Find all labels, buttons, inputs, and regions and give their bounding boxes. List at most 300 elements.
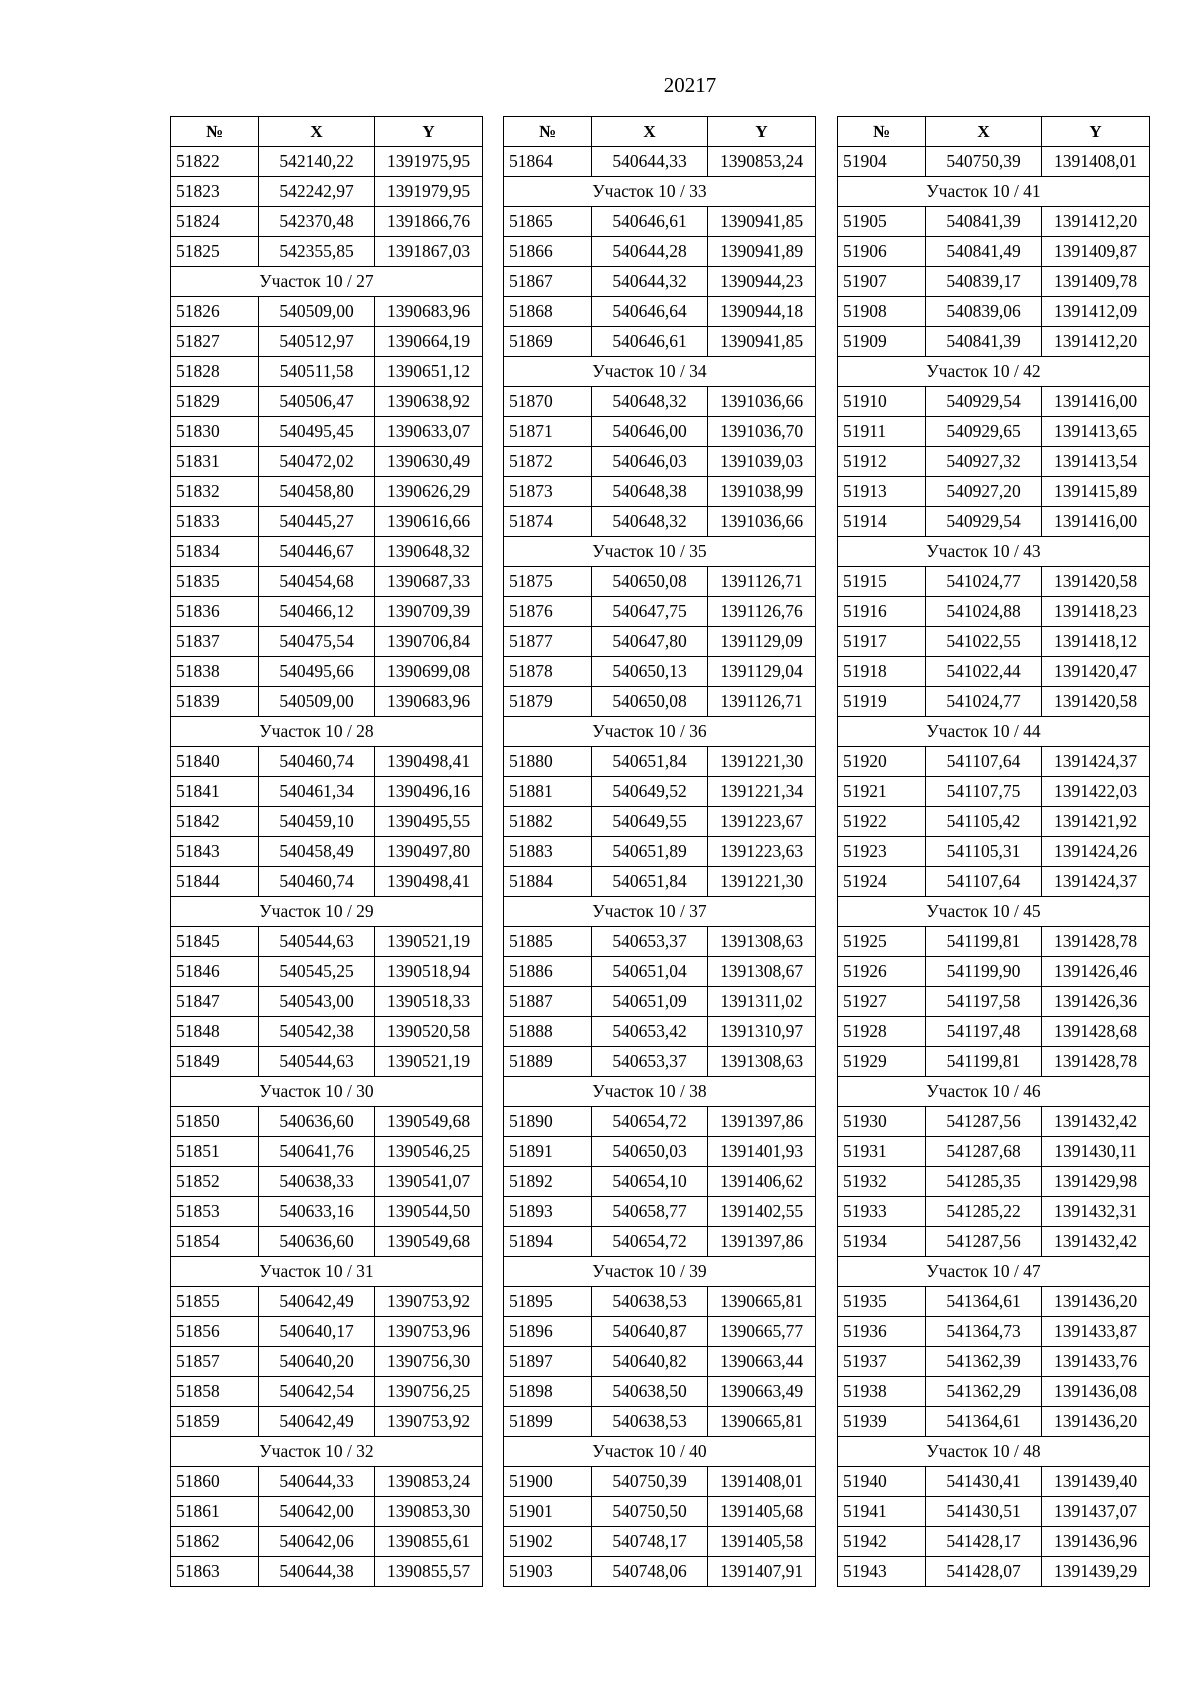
- point-number: 51824: [171, 207, 259, 237]
- y-value: 1391420,47: [1042, 657, 1150, 687]
- y-value: 1390520,58: [375, 1017, 483, 1047]
- section-label: Участок 10 / 33: [592, 177, 708, 207]
- table-row: [171, 1497, 483, 1527]
- x-value: 541199,81: [926, 1047, 1042, 1077]
- point-number: 51932: [838, 1167, 926, 1197]
- point-number: 51865: [504, 207, 592, 237]
- x-value: 541364,73: [926, 1317, 1042, 1347]
- point-number: 51916: [838, 597, 926, 627]
- section-spacer: [504, 357, 592, 387]
- table-row: [171, 567, 483, 597]
- y-value: 1391407,91: [708, 1557, 816, 1587]
- x-value: 540446,67: [259, 537, 375, 567]
- section-header-row: [838, 1437, 1150, 1467]
- x-value: 540748,17: [592, 1527, 708, 1557]
- x-value: 540750,39: [926, 147, 1042, 177]
- section-spacer: [504, 1257, 592, 1287]
- y-value: 1391412,20: [1042, 327, 1150, 357]
- point-number: 51882: [504, 807, 592, 837]
- x-value: 542355,85: [259, 237, 375, 267]
- point-number: 51853: [171, 1197, 259, 1227]
- table-row: [838, 1287, 1150, 1317]
- table-header-row: [838, 117, 1150, 147]
- y-value: 1391418,23: [1042, 597, 1150, 627]
- table-row: [171, 987, 483, 1017]
- section-header-row: [838, 357, 1150, 387]
- y-value: 1390549,68: [375, 1107, 483, 1137]
- x-value: 540651,89: [592, 837, 708, 867]
- table-row: [171, 1197, 483, 1227]
- point-number: 51845: [171, 927, 259, 957]
- x-value: 541287,56: [926, 1227, 1042, 1257]
- point-number: 51822: [171, 147, 259, 177]
- table-row: [838, 1167, 1150, 1197]
- point-number: 51878: [504, 657, 592, 687]
- x-value: 540646,61: [592, 327, 708, 357]
- x-value: 540654,72: [592, 1107, 708, 1137]
- table-row: [171, 297, 483, 327]
- section-label: Участок 10 / 44: [926, 717, 1042, 747]
- table-row: [838, 387, 1150, 417]
- point-number: 51938: [838, 1377, 926, 1407]
- x-value: 540651,04: [592, 957, 708, 987]
- table-row: [171, 477, 483, 507]
- section-label: Участок 10 / 39: [592, 1257, 708, 1287]
- x-value: 540653,37: [592, 1047, 708, 1077]
- point-number: 51858: [171, 1377, 259, 1407]
- table-row: [504, 1317, 816, 1347]
- x-value: 540633,16: [259, 1197, 375, 1227]
- section-header-row: [171, 897, 483, 927]
- table-row: [504, 777, 816, 807]
- y-value: 1390541,07: [375, 1167, 483, 1197]
- table-row: [838, 687, 1150, 717]
- table-row: [504, 657, 816, 687]
- x-value: 540927,32: [926, 447, 1042, 477]
- table-row: [838, 297, 1150, 327]
- section-spacer: [1042, 897, 1150, 927]
- table-row: [838, 597, 1150, 627]
- x-value: 540839,06: [926, 297, 1042, 327]
- point-number: 51855: [171, 1287, 259, 1317]
- section-spacer: [1042, 357, 1150, 387]
- x-value: 540927,20: [926, 477, 1042, 507]
- section-spacer: [838, 537, 926, 567]
- x-value: 540642,49: [259, 1287, 375, 1317]
- point-number: 51941: [838, 1497, 926, 1527]
- table-row: [504, 1407, 816, 1437]
- y-value: 1391432,31: [1042, 1197, 1150, 1227]
- x-value: 541022,44: [926, 657, 1042, 687]
- y-value: 1391429,98: [1042, 1167, 1150, 1197]
- point-number: 51839: [171, 687, 259, 717]
- y-value: 1391308,63: [708, 1047, 816, 1077]
- x-value: 541107,64: [926, 867, 1042, 897]
- point-number: 51826: [171, 297, 259, 327]
- table-row: [838, 1557, 1150, 1587]
- y-value: 1390941,89: [708, 237, 816, 267]
- section-header-row: [171, 1077, 483, 1107]
- section-spacer: [504, 1437, 592, 1467]
- x-value: 540650,13: [592, 657, 708, 687]
- x-value: 541362,39: [926, 1347, 1042, 1377]
- section-spacer: [504, 177, 592, 207]
- x-value: 541197,58: [926, 987, 1042, 1017]
- table-row: [504, 1167, 816, 1197]
- y-value: 1390753,92: [375, 1407, 483, 1437]
- table-row: [171, 747, 483, 777]
- section-spacer: [375, 267, 483, 297]
- section-spacer: [1042, 1077, 1150, 1107]
- section-spacer: [838, 357, 926, 387]
- section-label: Участок 10 / 43: [926, 537, 1042, 567]
- x-value: 541199,81: [926, 927, 1042, 957]
- table-row: [171, 1317, 483, 1347]
- point-number: 51940: [838, 1467, 926, 1497]
- y-value: 1391436,96: [1042, 1527, 1150, 1557]
- point-number: 51823: [171, 177, 259, 207]
- table-row: [171, 1047, 483, 1077]
- y-value: 1390665,81: [708, 1407, 816, 1437]
- point-number: 51902: [504, 1527, 592, 1557]
- point-number: 51889: [504, 1047, 592, 1077]
- x-value: 541428,17: [926, 1527, 1042, 1557]
- section-spacer: [708, 357, 816, 387]
- point-number: 51915: [838, 567, 926, 597]
- y-value: 1391413,54: [1042, 447, 1150, 477]
- x-value: 540648,38: [592, 477, 708, 507]
- x-value: 540544,63: [259, 927, 375, 957]
- section-header-row: [171, 267, 483, 297]
- x-value: 540646,61: [592, 207, 708, 237]
- table-row: [504, 267, 816, 297]
- section-spacer: [375, 1437, 483, 1467]
- point-number: 51842: [171, 807, 259, 837]
- table-row: [504, 597, 816, 627]
- point-number: 51834: [171, 537, 259, 567]
- point-number: 51921: [838, 777, 926, 807]
- table-row: [504, 237, 816, 267]
- point-number: 51907: [838, 267, 926, 297]
- x-value: 540638,50: [592, 1377, 708, 1407]
- x-value: 540636,60: [259, 1107, 375, 1137]
- x-value: 541364,61: [926, 1287, 1042, 1317]
- point-number: 51861: [171, 1497, 259, 1527]
- section-header-row: [504, 1257, 816, 1287]
- y-value: 1391430,11: [1042, 1137, 1150, 1167]
- header-x: X: [259, 117, 375, 147]
- point-number: 51886: [504, 957, 592, 987]
- y-value: 1391979,95: [375, 177, 483, 207]
- y-value: 1390756,30: [375, 1347, 483, 1377]
- coordinates-table-3: [837, 116, 1150, 1587]
- y-value: 1391036,70: [708, 417, 816, 447]
- table-row: [838, 747, 1150, 777]
- point-number: 51873: [504, 477, 592, 507]
- x-value: 540750,50: [592, 1497, 708, 1527]
- point-number: 51936: [838, 1317, 926, 1347]
- x-value: 540638,53: [592, 1287, 708, 1317]
- point-number: 51864: [504, 147, 592, 177]
- y-value: 1390853,24: [708, 147, 816, 177]
- section-label: Участок 10 / 30: [259, 1077, 375, 1107]
- table-row: [171, 1167, 483, 1197]
- x-value: 541107,64: [926, 747, 1042, 777]
- point-number: 51930: [838, 1107, 926, 1137]
- page-number: 20217: [663, 73, 717, 97]
- y-value: 1390855,57: [375, 1557, 483, 1587]
- point-number: 51828: [171, 357, 259, 387]
- table-row: [838, 1137, 1150, 1167]
- point-number: 51909: [838, 327, 926, 357]
- y-value: 1391405,58: [708, 1527, 816, 1557]
- x-value: 540644,32: [592, 267, 708, 297]
- point-number: 51844: [171, 867, 259, 897]
- y-value: 1390630,49: [375, 447, 483, 477]
- section-spacer: [838, 1437, 926, 1467]
- x-value: 540495,66: [259, 657, 375, 687]
- section-label: Участок 10 / 27: [259, 267, 375, 297]
- section-spacer: [1042, 1257, 1150, 1287]
- table-row: [838, 1017, 1150, 1047]
- point-number: 51871: [504, 417, 592, 447]
- x-value: 540640,82: [592, 1347, 708, 1377]
- table-row: [504, 567, 816, 597]
- x-value: 540644,38: [259, 1557, 375, 1587]
- x-value: 541428,07: [926, 1557, 1042, 1587]
- table-row: [838, 417, 1150, 447]
- y-value: 1390521,19: [375, 1047, 483, 1077]
- y-value: 1390687,33: [375, 567, 483, 597]
- x-value: 540458,80: [259, 477, 375, 507]
- section-spacer: [708, 177, 816, 207]
- x-value: 540649,55: [592, 807, 708, 837]
- table-row: [504, 987, 816, 1017]
- point-number: 51831: [171, 447, 259, 477]
- table-row: [838, 927, 1150, 957]
- section-header-row: [504, 357, 816, 387]
- point-number: 51939: [838, 1407, 926, 1437]
- section-header-row: [838, 177, 1150, 207]
- x-value: 540646,00: [592, 417, 708, 447]
- section-spacer: [838, 1257, 926, 1287]
- table-row: [504, 1107, 816, 1137]
- point-number: 51919: [838, 687, 926, 717]
- point-number: 51841: [171, 777, 259, 807]
- x-value: 540642,06: [259, 1527, 375, 1557]
- section-spacer: [838, 717, 926, 747]
- point-number: 51860: [171, 1467, 259, 1497]
- section-spacer: [171, 267, 259, 297]
- point-number: 51868: [504, 297, 592, 327]
- x-value: 542242,97: [259, 177, 375, 207]
- table-row: [504, 417, 816, 447]
- y-value: 1390699,08: [375, 657, 483, 687]
- section-header-row: [504, 897, 816, 927]
- x-value: 540543,00: [259, 987, 375, 1017]
- y-value: 1391397,86: [708, 1227, 816, 1257]
- section-spacer: [838, 1077, 926, 1107]
- y-value: 1390664,19: [375, 327, 483, 357]
- y-value: 1390853,24: [375, 1467, 483, 1497]
- section-spacer: [1042, 717, 1150, 747]
- table-row: [504, 627, 816, 657]
- point-number: 51832: [171, 477, 259, 507]
- x-value: 541024,77: [926, 687, 1042, 717]
- table-row: [504, 867, 816, 897]
- y-value: 1391433,87: [1042, 1317, 1150, 1347]
- point-number: 51827: [171, 327, 259, 357]
- point-number: 51847: [171, 987, 259, 1017]
- table-row: [171, 1557, 483, 1587]
- y-value: 1390651,12: [375, 357, 483, 387]
- coordinates-table-2: [503, 116, 816, 1587]
- y-value: 1391223,63: [708, 837, 816, 867]
- point-number: 51840: [171, 747, 259, 777]
- point-number: 51862: [171, 1527, 259, 1557]
- x-value: 540475,54: [259, 627, 375, 657]
- section-spacer: [838, 897, 926, 927]
- point-number: 51892: [504, 1167, 592, 1197]
- section-header-row: [838, 717, 1150, 747]
- section-label: Участок 10 / 48: [926, 1437, 1042, 1467]
- point-number: 51830: [171, 417, 259, 447]
- y-value: 1391418,12: [1042, 627, 1150, 657]
- table-row: [171, 927, 483, 957]
- x-value: 541287,56: [926, 1107, 1042, 1137]
- point-number: 51910: [838, 387, 926, 417]
- x-value: 540642,00: [259, 1497, 375, 1527]
- section-spacer: [504, 1077, 592, 1107]
- point-number: 51852: [171, 1167, 259, 1197]
- table-row: [171, 1347, 483, 1377]
- point-number: 51935: [838, 1287, 926, 1317]
- point-number: 51925: [838, 927, 926, 957]
- table-row: [504, 1197, 816, 1227]
- section-label: Участок 10 / 42: [926, 357, 1042, 387]
- x-value: 540466,12: [259, 597, 375, 627]
- x-value: 540654,10: [592, 1167, 708, 1197]
- point-number: 51893: [504, 1197, 592, 1227]
- point-number: 51911: [838, 417, 926, 447]
- y-value: 1391308,67: [708, 957, 816, 987]
- x-value: 540459,10: [259, 807, 375, 837]
- table-row: [504, 957, 816, 987]
- y-value: 1391409,78: [1042, 267, 1150, 297]
- x-value: 541287,68: [926, 1137, 1042, 1167]
- table-row: [504, 387, 816, 417]
- x-value: 541024,88: [926, 597, 1042, 627]
- table-row: [171, 357, 483, 387]
- y-value: 1391416,00: [1042, 507, 1150, 537]
- table-row: [838, 1497, 1150, 1527]
- x-value: 541199,90: [926, 957, 1042, 987]
- section-spacer: [504, 897, 592, 927]
- x-value: 540460,74: [259, 867, 375, 897]
- y-value: 1391039,03: [708, 447, 816, 477]
- x-value: 540511,58: [259, 357, 375, 387]
- x-value: 541105,42: [926, 807, 1042, 837]
- y-value: 1391866,76: [375, 207, 483, 237]
- table-row: [504, 147, 816, 177]
- x-value: 540509,00: [259, 297, 375, 327]
- y-value: 1391405,68: [708, 1497, 816, 1527]
- x-value: 540748,06: [592, 1557, 708, 1587]
- point-number: 51846: [171, 957, 259, 987]
- y-value: 1391424,37: [1042, 747, 1150, 777]
- point-number: 51856: [171, 1317, 259, 1347]
- table-row: [838, 777, 1150, 807]
- table-row: [838, 627, 1150, 657]
- point-number: 51913: [838, 477, 926, 507]
- section-spacer: [375, 717, 483, 747]
- y-value: 1391408,01: [708, 1467, 816, 1497]
- section-label: Участок 10 / 34: [592, 357, 708, 387]
- table-row: [171, 687, 483, 717]
- point-number: 51875: [504, 567, 592, 597]
- section-label: Участок 10 / 38: [592, 1077, 708, 1107]
- section-label: Участок 10 / 31: [259, 1257, 375, 1287]
- section-spacer: [708, 1437, 816, 1467]
- y-value: 1391436,08: [1042, 1377, 1150, 1407]
- y-value: 1391129,04: [708, 657, 816, 687]
- section-spacer: [708, 537, 816, 567]
- table-row: [171, 657, 483, 687]
- section-spacer: [504, 537, 592, 567]
- point-number: 51894: [504, 1227, 592, 1257]
- x-value: 540445,27: [259, 507, 375, 537]
- point-number: 51849: [171, 1047, 259, 1077]
- coordinates-table-1: [170, 116, 483, 1587]
- point-number: 51926: [838, 957, 926, 987]
- x-value: 540929,65: [926, 417, 1042, 447]
- x-value: 540495,45: [259, 417, 375, 447]
- section-spacer: [708, 897, 816, 927]
- y-value: 1390663,49: [708, 1377, 816, 1407]
- header-x: X: [926, 117, 1042, 147]
- point-number: 51922: [838, 807, 926, 837]
- y-value: 1390549,68: [375, 1227, 483, 1257]
- table-row: [171, 447, 483, 477]
- point-number: 51885: [504, 927, 592, 957]
- point-number: 51879: [504, 687, 592, 717]
- x-value: 540648,32: [592, 387, 708, 417]
- table-row: [171, 537, 483, 567]
- point-number: 51903: [504, 1557, 592, 1587]
- section-spacer: [504, 717, 592, 747]
- table-row: [171, 237, 483, 267]
- section-header-row: [171, 1437, 483, 1467]
- y-value: 1391126,71: [708, 567, 816, 597]
- x-value: 540647,80: [592, 627, 708, 657]
- header-number: №: [838, 117, 926, 147]
- point-number: 51851: [171, 1137, 259, 1167]
- table-row: [171, 1377, 483, 1407]
- table-row: [171, 1227, 483, 1257]
- section-label: Участок 10 / 35: [592, 537, 708, 567]
- table-row: [171, 597, 483, 627]
- x-value: 540650,08: [592, 687, 708, 717]
- table-row: [171, 1137, 483, 1167]
- point-number: 51854: [171, 1227, 259, 1257]
- table-row: [504, 507, 816, 537]
- x-value: 540658,77: [592, 1197, 708, 1227]
- table-row: [171, 777, 483, 807]
- point-number: 51937: [838, 1347, 926, 1377]
- y-value: 1390753,92: [375, 1287, 483, 1317]
- y-value: 1391436,20: [1042, 1287, 1150, 1317]
- x-value: 540641,76: [259, 1137, 375, 1167]
